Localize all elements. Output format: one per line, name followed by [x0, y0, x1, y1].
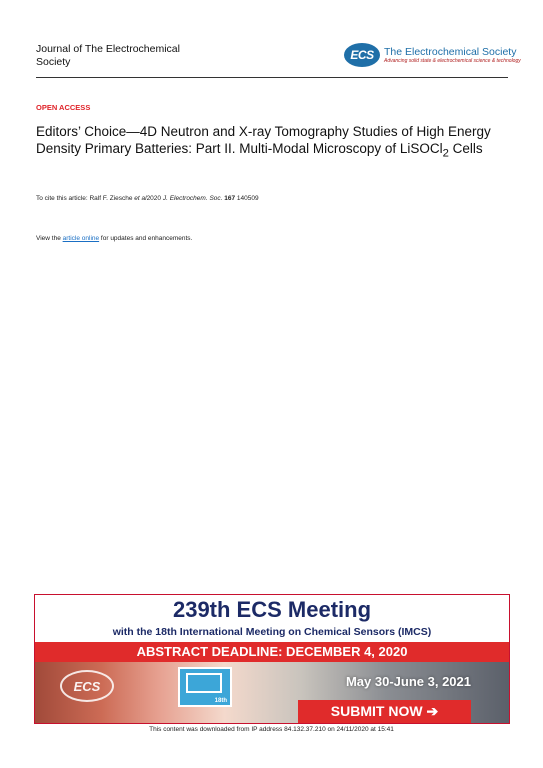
ecs-badge-icon: ECS [344, 43, 380, 67]
submit-label: SUBMIT NOW [330, 703, 423, 719]
arrow-right-icon: ➔ [426, 703, 439, 719]
ecs-meeting-banner[interactable] [34, 594, 510, 724]
download-note: This content was downloaded from IP address 84.132.37.210 on 24/11/2020 at 15:41 [149, 726, 394, 733]
banner-meeting-title: 239th ECS Meeting [172, 597, 372, 622]
citation-article-number: 140509 [235, 195, 259, 202]
citation-volume: 167 [224, 195, 236, 202]
banner-subtitle: with the 18th International Meeting on Chemical Sensors (IMCS) [112, 626, 432, 638]
title-end: Cells [448, 141, 483, 156]
citation-journal: J. Electrochem. Soc. [162, 195, 225, 202]
open-access-label: OPEN ACCESS [36, 103, 91, 112]
view-prefix: View the [36, 235, 63, 242]
banner-deadline: ABSTRACT DEADLINE: DECEMBER 4, 2020 [35, 642, 509, 662]
citation-etal: et al [134, 195, 147, 202]
header-divider [36, 77, 508, 78]
society-tagline: Advancing solid state & electrochemical science & technology [384, 57, 521, 64]
title-subscript: 2 [442, 147, 449, 160]
society-name: The Electrochemical Society [384, 45, 517, 58]
ecs-logo-icon: ECS [60, 670, 114, 702]
imcs-logo-icon [178, 667, 232, 707]
view-suffix: for updates and enhancements. [99, 235, 193, 242]
ecs-logo[interactable] [344, 42, 521, 68]
submit-now-button[interactable] [298, 700, 471, 723]
citation-line [36, 195, 259, 202]
citation-authors: Ralf F. Ziesche [89, 195, 135, 202]
imcs-18th-label: 18th [214, 698, 227, 704]
article-online-link[interactable]: article online [62, 235, 100, 242]
logo-text [384, 46, 521, 65]
view-online-line [36, 235, 192, 242]
citation-prefix: To cite this article: [36, 195, 90, 202]
banner-dates: May 30-June 3, 2021 [345, 674, 471, 689]
article-title [36, 123, 508, 163]
citation-year: 2020 [146, 195, 163, 202]
journal-name: Journal of The Electrochemical Society [36, 43, 180, 68]
imcs-mark-icon [186, 673, 222, 693]
title-main: Editors’ Choice—4D Neutron and X-ray Tomography Studies of High Energy Density Primary Batteries: Part II. Multi-Modal Microscopy of LiSOCl [36, 124, 491, 156]
